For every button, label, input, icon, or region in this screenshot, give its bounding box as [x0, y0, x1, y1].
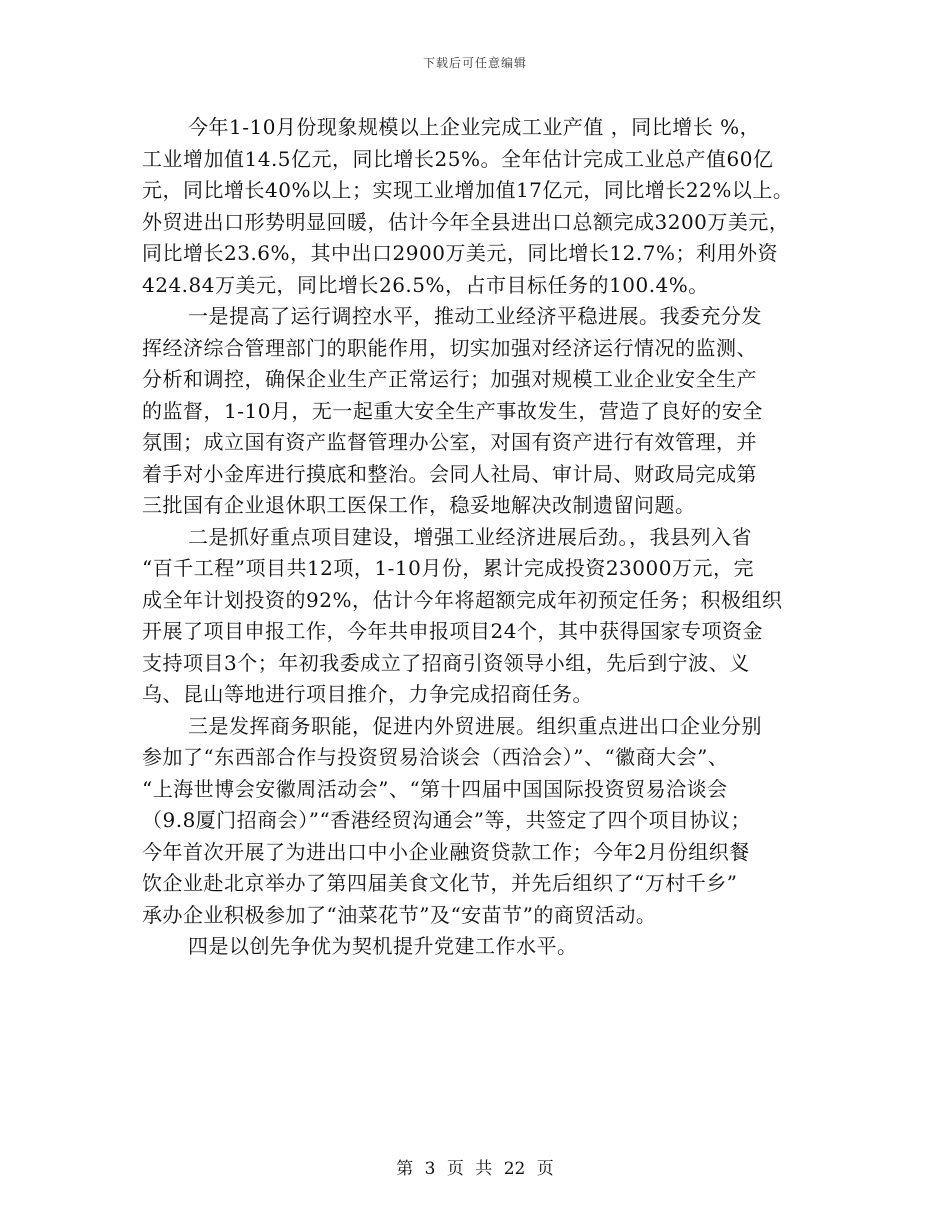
text-line: 乌、昆山等地进行项目推介，力争完成招商任务。 [142, 682, 593, 706]
text-line: 424.84万美元，同比增长26.5%，占市目标任务的100.4%。 [142, 272, 709, 297]
text-line: （9.8厦门招商会）”“香港经贸沟通会”等，共签定了四个项目协议； [142, 808, 751, 832]
text-line: 三是发挥商务职能，促进内外贸进展。组织重点进出口企业分别 [188, 713, 762, 738]
text-line: 今年1-10月份现象规模以上企业完成工业产值 ，同比增长 %， [188, 115, 761, 139]
text-line: 氛围；成立国有资产监督管理办公室，对国有资产进行有效管理，并 [142, 430, 757, 454]
text-line: 同比增长23.6%，其中出口2900万美元，同比增长12.7%；利用外资 [142, 241, 778, 265]
text-line: 外贸进出口形势明显回暖，估计今年全县进出口总额完成3200万美元， [142, 209, 790, 234]
text-line: 支持项目3个；年初我委成立了招商引资领导小组，先后到宁波、义 [142, 650, 750, 675]
text-line: 四是以创先争优为契机提升党建工作水平。 [188, 934, 578, 958]
text-line: 今年首次开展了为进出口中小企业融资贷款工作；今年2月份组织餐 [142, 839, 750, 864]
body-text [142, 112, 822, 963]
text-line: 二是抓好重点项目建设，增强工业经济进展后劲。，我县列入省 [188, 524, 752, 549]
text-line: 一是提高了运行调控水平，推动工业经济平稳进展。我委充分发 [188, 304, 762, 328]
text-line: 参加了“东西部合作与投资贸易洽谈会（西洽会）”、“徽商大会”、 [142, 745, 729, 769]
text-line: 分析和调控，确保企业生产正常运行；加强对规模工业企业安全生产 [142, 367, 757, 391]
text-line: 工业增加值14.5亿元，同比增长25%。全年估计完成工业总产值60亿 [142, 146, 774, 171]
text-line: 承办企业积极参加了“油菜花节”及“安苗节”的商贸活动。 [142, 902, 657, 927]
text-line: 着手对小金库进行摸底和整治。会同人社局、审计局、财政局完成第 [142, 461, 757, 486]
text-line: 元，同比增长40%以上；实现工业增加值17亿元，同比增长22%以上。 [142, 178, 794, 202]
text-line: 开展了项目申报工作，今年共申报项目24个，其中获得国家专项资金 [142, 619, 763, 643]
page-header: 下载后可任意编辑 [422, 56, 527, 70]
text-line: 的监督，1-10月，无一起重大安全生产事故发生，营造了良好的安全 [142, 398, 763, 423]
text-line: 成全年计划投资的92%，估计今年将超额完成年初预定任务；积极组织 [142, 587, 783, 612]
text-line: 饮企业赴北京举办了第四届美食文化节，并先后组织了“万村千乡” [142, 871, 738, 895]
page-number: 第 3 页 共 22 页 [396, 1159, 554, 1179]
text-line: 三批国有企业退休职工医保工作，稳妥地解决改制遗留问题。 [142, 493, 696, 517]
text-line: 挥经济综合管理部门的职能作用，切实加强对经济运行情况的监测、 [142, 335, 757, 360]
text-line: “百千工程”项目共12项，1-10月份，累计完成投资23000万元，完 [142, 556, 754, 580]
text-line: “上海世博会安徽周活动会”、“第十四届中国国际投资贸易洽谈会 [142, 776, 728, 801]
